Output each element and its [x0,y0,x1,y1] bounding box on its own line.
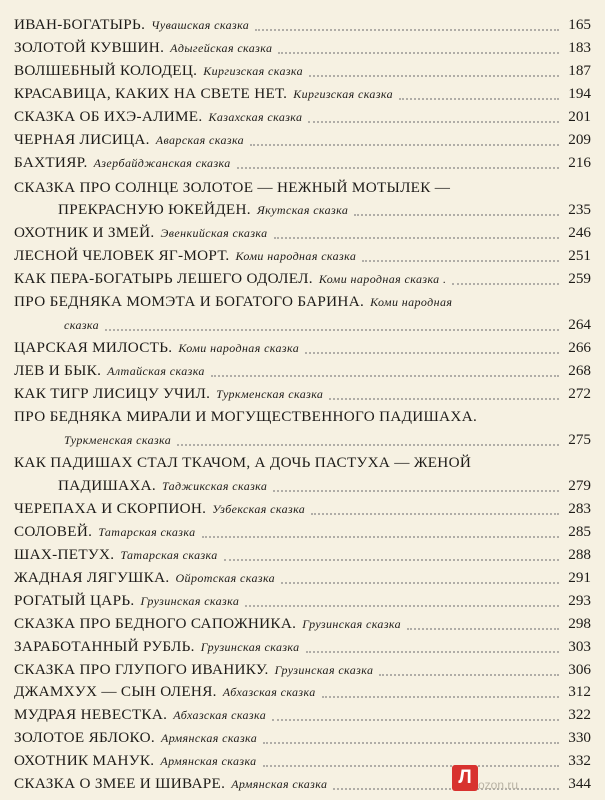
entry-title-line1: КАК ПАДИШАХ СТАЛ ТКАЧОМ, А ДОЧЬ ПАСТУХА — ЖЕНОЙ [14,454,472,471]
entry-page: 330 [568,729,591,746]
entry-page: 288 [568,546,591,563]
entry-title: ВОЛШЕБНЫЙ КОЛОДЕЦ. [14,62,198,79]
toc-entry [14,498,591,520]
entry-title: ЧЕРНАЯ ЛИСИЦА. [14,131,150,148]
entry-page: 279 [568,477,591,494]
dot-leader [105,329,559,331]
entry-title-line1: ПРО БЕДНЯКА МИРАЛИ И МОГУЩЕСТВЕННОГО ПАДИШАХА. [14,408,478,425]
toc-entry-line1 [14,291,591,313]
entry-subtitle: Киргизская сказка [203,64,304,78]
entry-subtitle: Армянская сказка [160,731,258,745]
toc-entry [14,521,591,543]
dot-leader [322,696,559,698]
entry-page: 306 [568,661,591,678]
toc-entry-line1 [14,406,591,428]
entry-subtitle: Ойротская сказка [175,571,276,585]
entry-subtitle: Татарская сказка [120,548,218,562]
entry-title: ПАДИШАХА. [58,477,156,494]
dot-leader [333,788,559,790]
entry-subtitle: Туркменская сказка [64,433,172,447]
dot-leader [224,559,559,561]
entry-title: КРАСАВИЦА, КАКИХ НА СВЕТЕ НЕТ. [14,85,288,102]
entry-title: БАХТИЯР. [14,154,88,171]
entry-page: 235 [568,201,591,218]
toc-entry [14,544,591,566]
entry-subtitle: Татарская сказка [98,525,196,539]
dot-leader [274,237,559,239]
dot-leader [399,98,559,100]
dot-leader [452,283,559,285]
entry-page: 293 [568,592,591,609]
entry-title: ИВАН-БОГАТЫРЬ. [14,16,146,33]
dot-leader [255,29,559,31]
dot-leader [309,75,559,77]
entry-subtitle: Грузинская сказка [302,617,402,631]
dot-leader [379,674,559,676]
toc-entry-line1 [14,177,591,199]
entry-title: ПРЕКРАСНУЮ ЮКЕЙДЕН. [58,201,251,218]
entry-subtitle: Грузинская сказка [274,663,374,677]
entry-page: 201 [568,108,591,125]
entry-subtitle: Коми народная сказка . [318,272,447,286]
entry-page: 275 [568,431,591,448]
dot-leader [202,536,560,538]
entry-subtitle: Абхазская сказка [173,708,267,722]
entry-subtitle: Якутская сказка [256,203,349,217]
entry-title: МУДРАЯ НЕВЕСТКА. [14,706,168,723]
dot-leader [263,742,559,744]
toc-entry [14,245,591,267]
entry-title: ЦАРСКАЯ МИЛОСТЬ. [14,339,173,356]
toc-entry [58,475,591,497]
dot-leader [263,765,559,767]
dot-leader [281,582,559,584]
entry-subtitle: Туркменская сказка [216,387,324,401]
watermark-logo: Л [452,765,478,791]
dot-leader [278,52,559,54]
entry-page: 194 [568,85,591,102]
entry-page: 272 [568,385,591,402]
entry-title: РОГАТЫЙ ЦАРЬ. [14,592,135,609]
entry-page: 187 [568,62,591,79]
entry-page: 344 [568,775,591,792]
entry-subtitle: Эвенкийская сказка [160,226,268,240]
entry-title: КАК ТИГР ЛИСИЦУ УЧИЛ. [14,385,211,402]
entry-subtitle: Узбекская сказка [212,502,306,516]
entry-title: ОХОТНИК МАНУК. [14,752,155,769]
entry-page: 285 [568,523,591,540]
entry-page: 291 [568,569,591,586]
dot-leader [311,513,559,515]
entry-subtitle: Грузинская сказка [140,594,240,608]
toc-entry [58,429,591,451]
toc-entry [14,129,591,151]
entry-title: ШАХ-ПЕТУХ. [14,546,115,563]
dot-leader [250,144,559,146]
dot-leader [177,444,559,446]
entry-title: СКАЗКА ПРО ГЛУПОГО ИВАНИКУ. [14,661,269,678]
entry-title: ЧЕРЕПАХА И СКОРПИОН. [14,500,207,517]
toc-entry [14,659,591,681]
entry-page: 246 [568,224,591,241]
entry-title: ЖАДНАЯ ЛЯГУШКА. [14,569,170,586]
entry-title: СКАЗКА ОБ ИХЭ-АЛИМЕ. [14,108,203,125]
entry-subtitle: Армянская сказка [160,754,257,768]
entry-subtitle: Чувашская сказка [151,18,250,32]
entry-title: ЛЕВ И БЫК. [14,362,102,379]
toc-entry [14,37,591,59]
entry-page: 268 [568,362,591,379]
toc-entry [14,222,591,244]
toc-entry [14,14,591,36]
toc-entry [14,60,591,82]
entry-title: ЛЕСНОЙ ЧЕЛОВЕК ЯГ-МОРТ. [14,247,230,264]
entry-page: 312 [568,683,591,700]
dot-leader [272,719,559,721]
entry-page: 264 [568,316,591,333]
entry-title: КАК ПЕРА-БОГАТЫРЬ ЛЕШЕГО ОДОЛЕЛ. [14,270,313,287]
entry-page: 165 [568,16,591,33]
entry-subtitle: Казахская сказка [208,110,303,124]
toc-entry [14,360,591,382]
entry-title: ДЖАМХУХ — СЫН ОЛЕНЯ. [14,683,217,700]
dot-leader [273,490,559,492]
toc-entry [14,106,591,128]
entry-page: 266 [568,339,591,356]
entry-title: ЗАРАБОТАННЫЙ РУБЛЬ. [14,638,195,655]
entry-subtitle: Адыгейская сказка [170,41,273,55]
dot-leader [245,605,559,607]
entry-title-line1: СКАЗКА ПРО СОЛНЦЕ ЗОЛОТОЕ — НЕЖНЫЙ МОТЫЛЕК — [14,179,451,196]
entry-subtitle: Алтайская сказка [107,364,205,378]
dot-leader [237,167,559,169]
entry-page: 298 [568,615,591,632]
toc-entry [14,152,591,174]
toc-entry [14,268,591,290]
toc-entry [14,613,591,635]
entry-title: ЗОЛОТОЙ КУВШИН. [14,39,165,56]
entry-title-line1: ПРО БЕДНЯКА МОМЭТА И БОГАТОГО БАРИНА. [14,293,365,310]
dot-leader [211,375,559,377]
entry-page: 216 [568,154,591,171]
toc-entry [14,590,591,612]
dot-leader [305,352,559,354]
toc-entry [58,199,591,221]
toc-entry [14,337,591,359]
dot-leader [362,260,559,262]
entry-subtitle: Аварская сказка [155,133,245,147]
entry-subtitle: Абхазская сказка [222,685,316,699]
toc-entry [14,704,591,726]
toc-entry [14,567,591,589]
toc-entry [14,681,591,703]
entry-subtitle: Киргизская сказка [293,87,394,101]
entry-page: 209 [568,131,591,148]
toc-entry [14,83,591,105]
dot-leader [354,214,559,216]
toc-entry [14,727,591,749]
entry-page: 259 [568,270,591,287]
entry-title: ОХОТНИК И ЗМЕЙ. [14,224,155,241]
dot-leader [306,651,559,653]
entry-subtitle: сказка [64,318,100,332]
entry-title: ЗОЛОТОЕ ЯБЛОКО. [14,729,155,746]
entry-subtitle: Армянская сказка [231,777,328,791]
entry-subtitle: Азербайджанская сказка [93,156,231,170]
toc-entry-line1 [14,452,591,474]
entry-page: 183 [568,39,591,56]
toc-entry [14,750,591,772]
entry-title: СКАЗКА О ЗМЕЕ И ШИВАРЕ. [14,775,226,792]
entry-title: СОЛОВЕЙ. [14,523,93,540]
entry-page: 251 [568,247,591,264]
dot-leader [308,121,559,123]
dot-leader [329,398,559,400]
watermark-text: ozon.ru [478,778,519,792]
entry-page: 322 [568,706,591,723]
entry-title: СКАЗКА ПРО БЕДНОГО САПОЖНИКА. [14,615,297,632]
entry-subtitle: Таджикская сказка [162,479,268,493]
toc-entry [14,636,591,658]
entry-subtitle: Коми народная сказка [178,341,300,355]
entry-page: 303 [568,638,591,655]
entry-page: 283 [568,500,591,517]
entry-subtitle-line1: Коми народная [370,295,453,309]
dot-leader [407,628,559,630]
entry-page: 332 [568,752,591,769]
entry-subtitle: Грузинская сказка [200,640,300,654]
toc-entry [58,314,591,336]
toc-entry [14,383,591,405]
entry-subtitle: Коми народная сказка [235,249,357,263]
